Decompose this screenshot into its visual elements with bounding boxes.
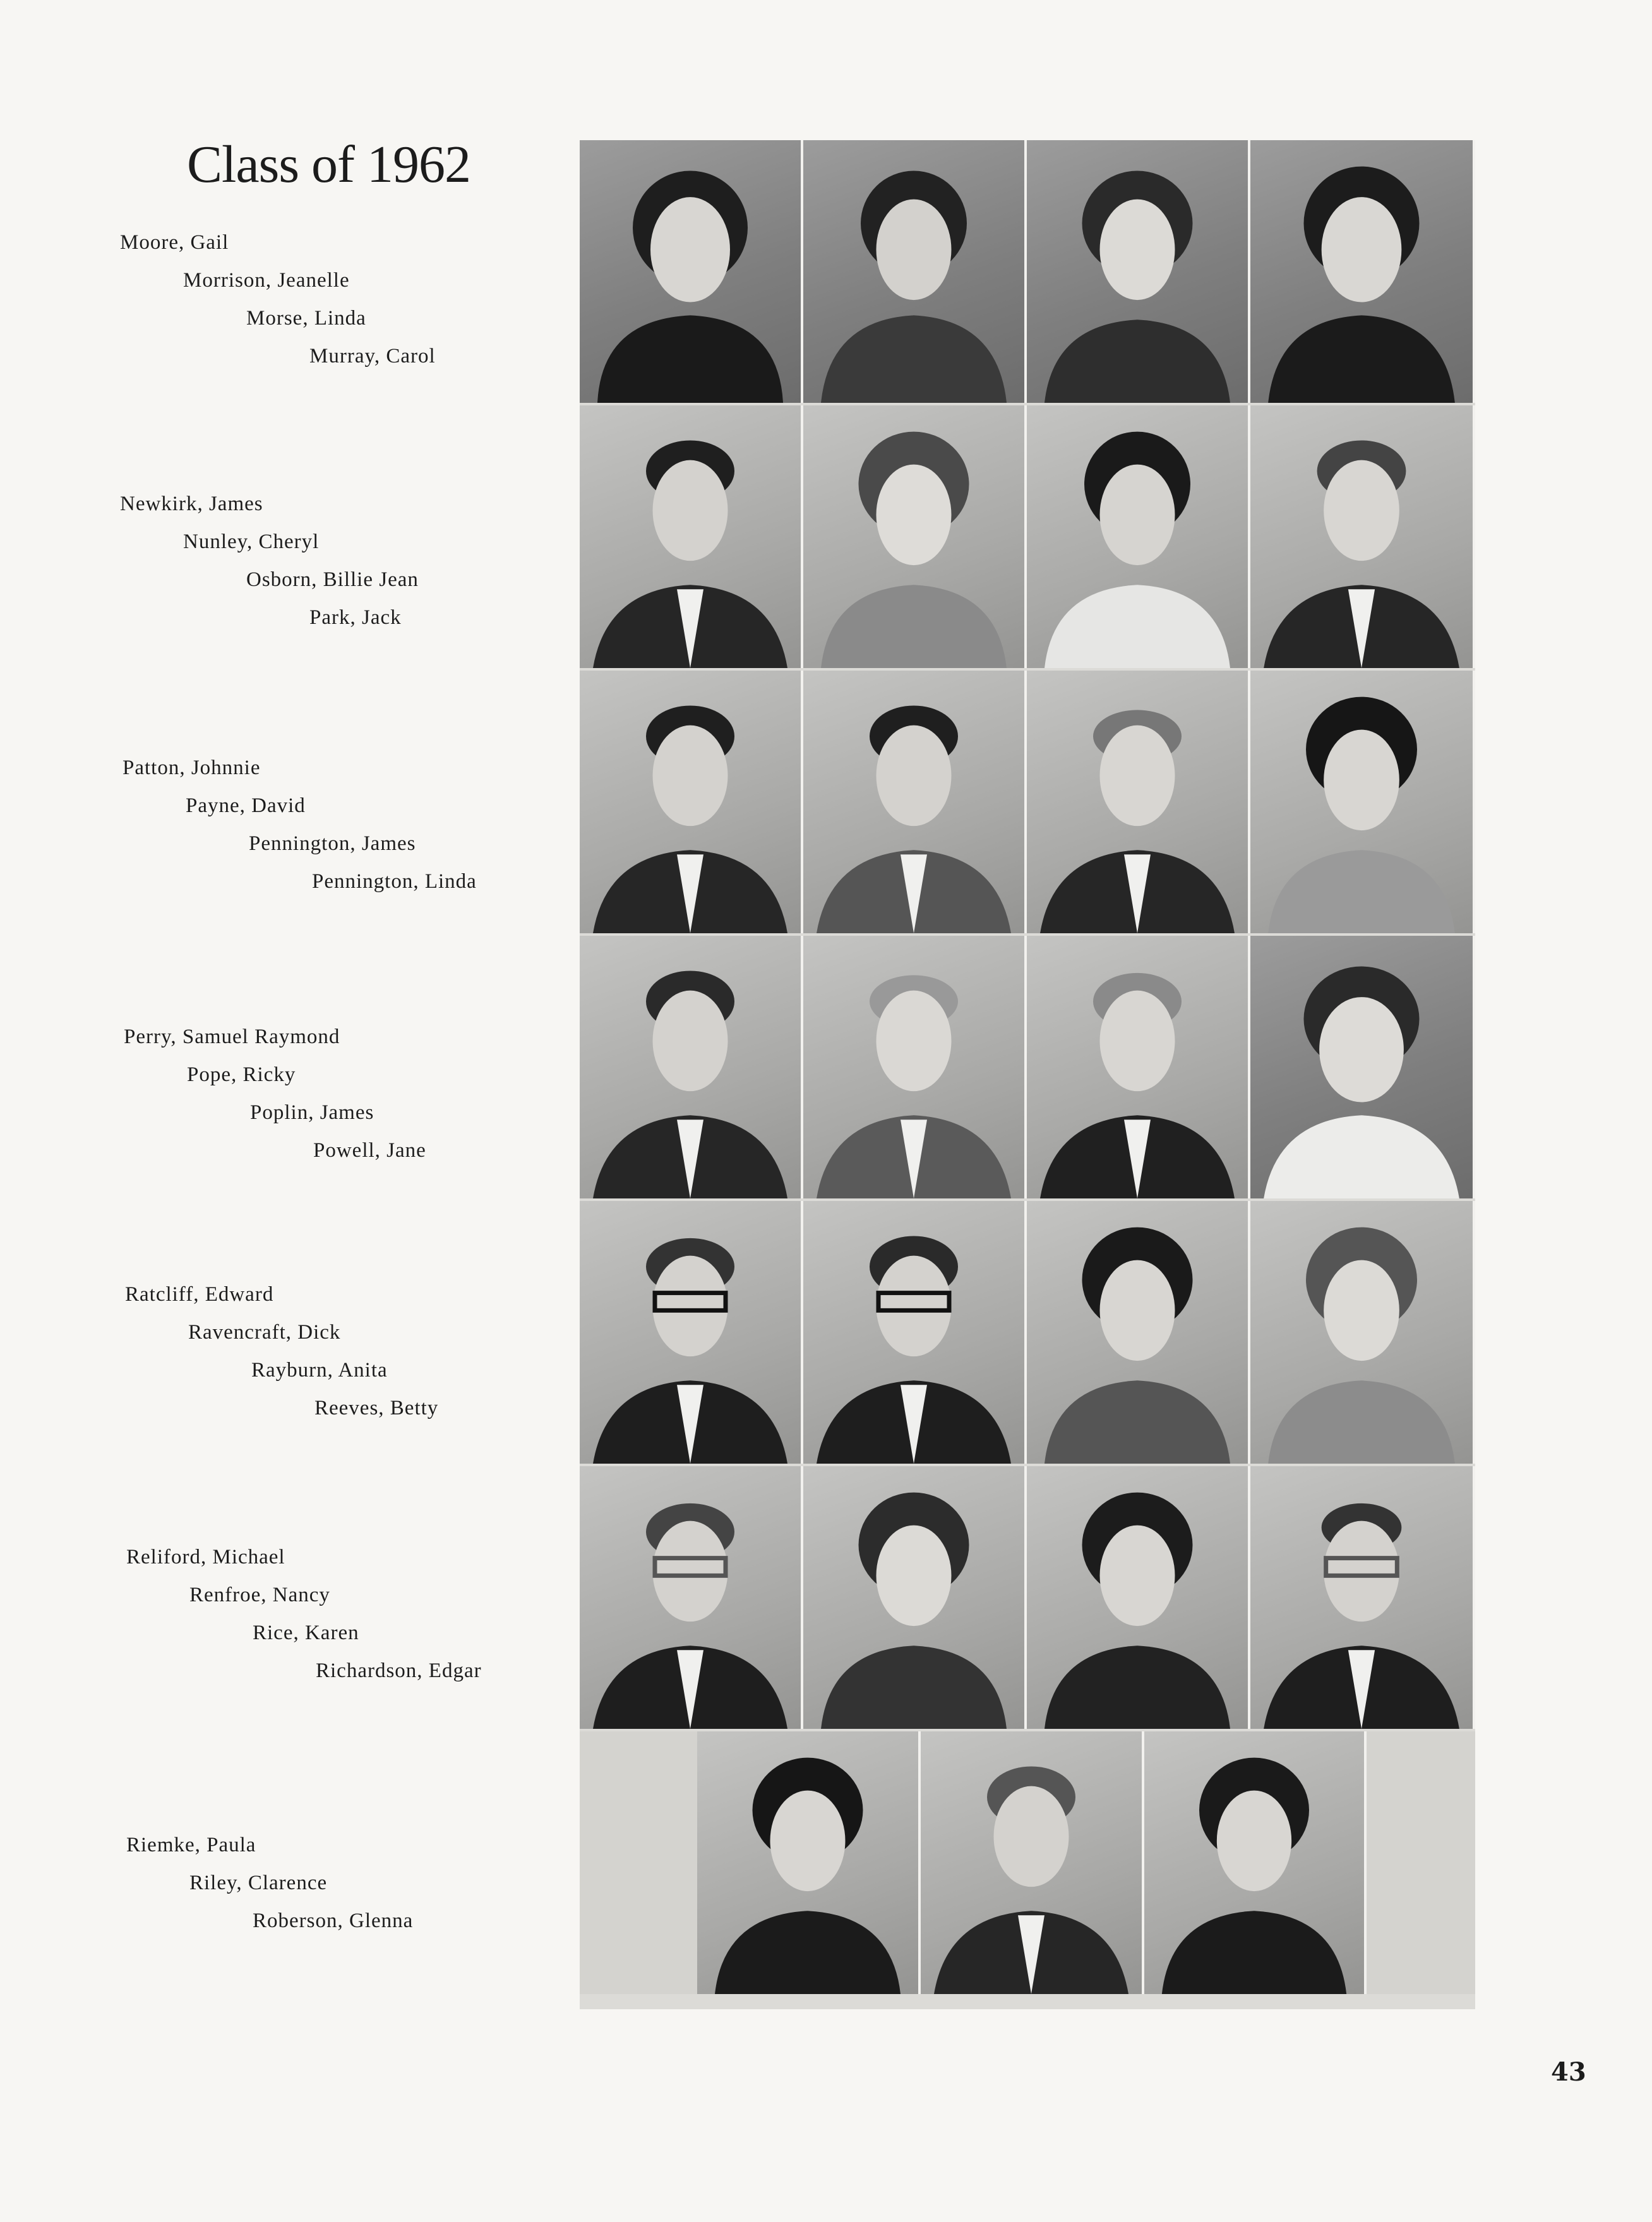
portrait-photo: [1027, 671, 1250, 933]
student-name: Murray, Carol: [309, 345, 436, 367]
portrait-row: [580, 405, 1475, 668]
portrait-photo: [921, 1731, 1144, 1994]
student-name: Pope, Ricky: [187, 1063, 296, 1086]
portrait-row: [580, 1731, 1475, 1994]
student-name: Park, Jack: [309, 606, 402, 629]
student-name: Reeves, Betty: [314, 1397, 439, 1419]
student-name: Reliford, Michael: [126, 1546, 285, 1568]
portrait-photo: [1027, 140, 1250, 403]
student-name: Moore, Gail: [120, 231, 229, 254]
portrait-photo: [1144, 1731, 1367, 1994]
blank-cell: [580, 1731, 697, 1994]
portrait-photo: [1027, 936, 1250, 1198]
student-name: Newkirk, James: [120, 493, 263, 515]
portrait-photo: [580, 1466, 803, 1729]
portrait-photo: [803, 405, 1027, 668]
portrait-photo: [580, 405, 803, 668]
portrait-photo: [1027, 1466, 1250, 1729]
portrait-grid: [580, 140, 1475, 2009]
portrait-photo: [803, 936, 1027, 1198]
portrait-photo: [1250, 1201, 1475, 1464]
student-name: Perry, Samuel Raymond: [124, 1025, 340, 1048]
portrait-photo: [803, 1201, 1027, 1464]
portrait-row: [580, 1201, 1475, 1464]
student-name: Nunley, Cheryl: [183, 530, 320, 553]
portrait-row: [580, 140, 1475, 403]
student-name: Richardson, Edgar: [316, 1659, 482, 1682]
student-name: Pennington, Linda: [312, 870, 477, 893]
portrait-photo: [1250, 405, 1475, 668]
portrait-photo: [1027, 1201, 1250, 1464]
portrait-photo: [580, 936, 803, 1198]
page-number: 43: [1551, 2057, 1586, 2087]
portrait-photo: [1250, 140, 1475, 403]
student-name: Ravencraft, Dick: [188, 1321, 341, 1344]
portrait-photo: [803, 671, 1027, 933]
portrait-photo: [803, 1466, 1027, 1729]
student-name: Riley, Clarence: [189, 1872, 328, 1894]
student-name: Ratcliff, Edward: [125, 1283, 274, 1306]
blank-cell: [1367, 1731, 1475, 1994]
portrait-photo: [580, 140, 803, 403]
student-name: Payne, David: [186, 794, 306, 817]
portrait-photo: [1027, 405, 1250, 668]
portrait-photo: [803, 140, 1027, 403]
portrait-photo: [580, 1201, 803, 1464]
student-name: Morrison, Jeanelle: [183, 269, 350, 292]
portrait-row: [580, 936, 1475, 1198]
student-name: Rice, Karen: [253, 1622, 359, 1644]
student-name: Powell, Jane: [313, 1139, 426, 1162]
student-name: Riemke, Paula: [126, 1834, 256, 1856]
student-name: Morse, Linda: [246, 307, 366, 330]
student-name: Rayburn, Anita: [251, 1359, 388, 1382]
portrait-photo: [580, 671, 803, 933]
student-name: Roberson, Glenna: [253, 1909, 414, 1932]
student-name: Pennington, James: [249, 832, 416, 855]
portrait-row: [580, 671, 1475, 933]
portrait-photo: [697, 1731, 921, 1994]
student-name: Patton, Johnnie: [123, 756, 261, 779]
student-name: Renfroe, Nancy: [189, 1584, 330, 1606]
portrait-photo: [1250, 671, 1475, 933]
student-name: Osborn, Billie Jean: [246, 568, 419, 591]
student-name: Poplin, James: [250, 1101, 374, 1124]
page-title: Class of 1962: [187, 135, 470, 194]
portrait-photo: [1250, 936, 1475, 1198]
portrait-row: [580, 1466, 1475, 1729]
portrait-photo: [1250, 1466, 1475, 1729]
